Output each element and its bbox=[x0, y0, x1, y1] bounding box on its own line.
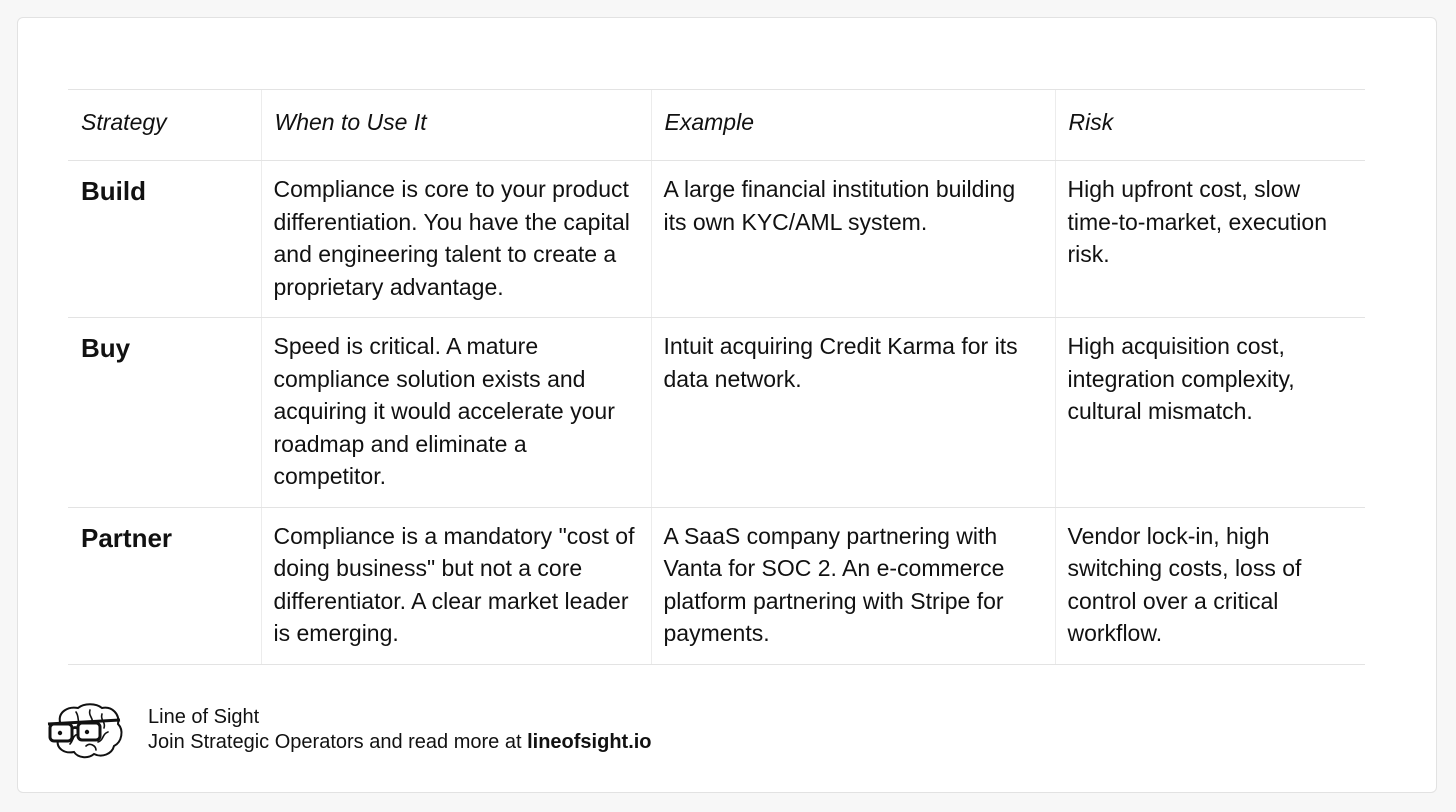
when-cell: Compliance is a mandatory "cost of doing business" but not a core differentiator. A clear market leader is emerging. bbox=[261, 507, 651, 664]
column-header-strategy: Strategy bbox=[68, 90, 261, 161]
when-cell: Speed is critical. A mature compliance solution exists and acquiring it would accelerate your roadmap and eliminate a competitor. bbox=[261, 318, 651, 508]
site-link[interactable]: lineofsight.io bbox=[527, 731, 652, 753]
example-cell: A SaaS company partnering with Vanta for SOC 2. An e-commerce platform partnering with Stripe for payments. bbox=[651, 507, 1055, 664]
strategy-name: Partner bbox=[68, 507, 261, 664]
table-row bbox=[68, 507, 1365, 664]
strategy-table bbox=[68, 89, 1365, 665]
table-row bbox=[68, 161, 1365, 318]
brand-name: Line of Sight bbox=[148, 706, 260, 728]
risk-cell: Vendor lock-in, high switching costs, loss of control over a critical workflow. bbox=[1055, 507, 1365, 664]
footer-tagline: Join Strategic Operators and read more at bbox=[148, 731, 522, 753]
footer-tagline-line bbox=[148, 730, 652, 755]
content-card bbox=[17, 17, 1437, 793]
column-header-risk: Risk bbox=[1055, 90, 1365, 161]
strategy-name: Build bbox=[68, 161, 261, 318]
example-cell: Intuit acquiring Credit Karma for its data network. bbox=[651, 318, 1055, 508]
when-cell: Compliance is core to your product differentiation. You have the capital and engineering talent to create a proprietary advantage. bbox=[261, 161, 651, 318]
column-header-example: Example bbox=[651, 90, 1055, 161]
brain-with-glasses-icon bbox=[46, 702, 124, 760]
example-cell: A large financial institution building its own KYC/AML system. bbox=[651, 161, 1055, 318]
risk-cell: High acquisition cost, integration complexity, cultural mismatch. bbox=[1055, 318, 1365, 508]
column-header-when: When to Use It bbox=[261, 90, 651, 161]
table-row bbox=[68, 318, 1365, 508]
table-header-row bbox=[68, 90, 1365, 161]
strategy-name: Buy bbox=[68, 318, 261, 508]
risk-cell: High upfront cost, slow time-to-market, execution risk. bbox=[1055, 161, 1365, 318]
footer-text bbox=[148, 705, 652, 755]
